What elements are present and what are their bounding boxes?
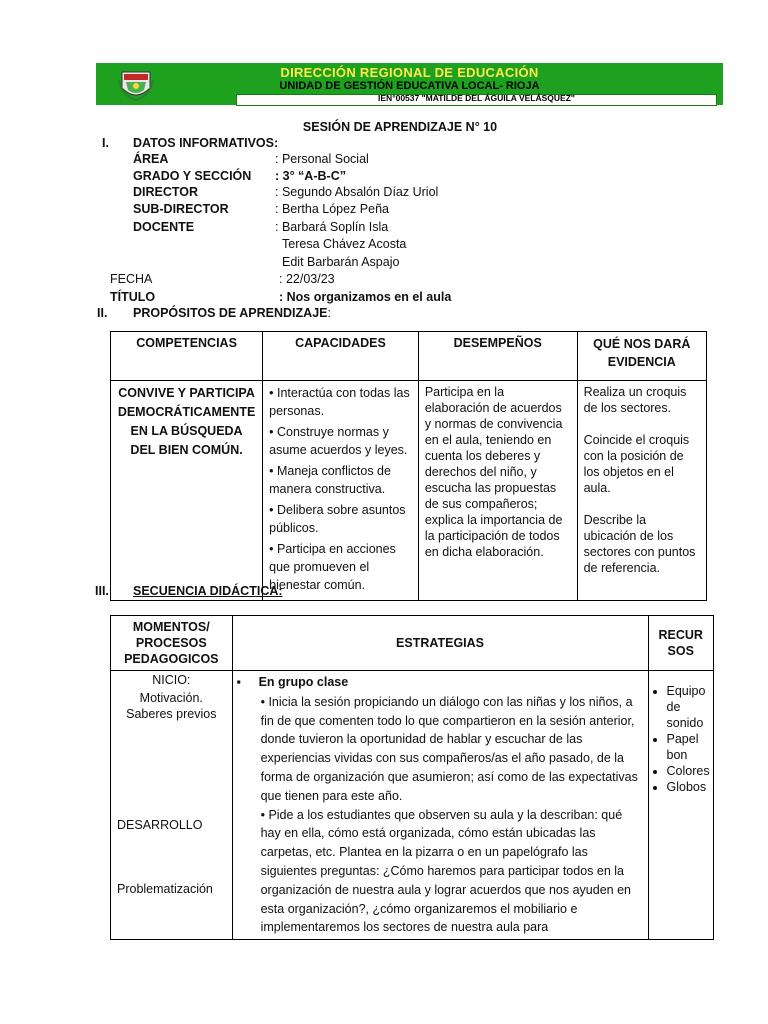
purposes-table [110, 331, 707, 601]
estrategias-cell [232, 671, 648, 940]
section-1-number: I. [102, 136, 109, 150]
page-title: SESIÓN DE APRENDIZAJE N° 10 [302, 120, 498, 134]
recurso-item: • Colores [667, 763, 712, 779]
sequence-table [110, 615, 714, 940]
evidencia-item: Coincide el croquis con la posición de los objetos en el aula. [583, 433, 690, 495]
section-2-heading: PROPÓSITOS DE APRENDIZAJE [133, 306, 328, 320]
competencia-cell: CONVIVE Y PARTICIPA DEMOCRÁTICAMENTE EN LA BÚSQUEDA DEL BIEN COMÚN. [111, 381, 263, 601]
momento-desarrollo: DESARROLLO [117, 818, 203, 832]
estrategia-paragraph-2: • Pide a los estudiantes que observen su aula y la describan: qué hay en ella, cómo está organizada, cómo están ubicadas las carpetas, etc. Plantea en la pizarra o en un papelógrafo las siguientes preguntas: ¿Cómo haremos para participar todos en la organización de nuestra aula y lograr acuerdos que nos ayuden en esta organización?, ¿cómo organizaremos el mobiliario e implementaremos los sectores de nuestra aula para [260, 807, 631, 935]
header-banner [96, 63, 723, 105]
section-2-heading-wrap [133, 306, 331, 320]
section-1-heading: DATOS INFORMATIVOS: [133, 136, 279, 150]
section-2-colon: : [327, 306, 331, 320]
header-line-1: DIRECCIÓN REGIONAL DE EDUCACIÓN [280, 65, 539, 80]
section-3-number: III. [95, 584, 109, 598]
header-desempenos: DESEMPEÑOS [418, 332, 577, 381]
recursos-list [651, 683, 712, 795]
capacidades-cell [263, 381, 419, 601]
info-label-grado: GRADO Y SECCIÓN [133, 169, 252, 183]
info-label-area: ÁREA [133, 152, 169, 166]
header-line-2: UNIDAD DE GESTIÓN EDUCATIVA LOCAL- RIOJA [279, 80, 540, 92]
header-estrategias: ESTRATEGIAS [232, 616, 648, 671]
evidencia-item: Describe la ubicación de los sectores con puntos de referencia. [583, 513, 696, 575]
info-value-area: : Personal Social [275, 152, 369, 166]
capacidad-item: • Delibera sobre asuntos públicos. [269, 503, 406, 535]
header-momentos: MOMENTOS/ PROCESOS PEDAGOGICOS [111, 616, 233, 671]
capacidad-item: • Maneja conflictos de manera constructiva. [269, 464, 391, 496]
desempeno-cell: Participa en la elaboración de acuerdos y normas de convivencia en el aula, teniendo en cuenta los deberes y derechos del niño, y escucha las propuestas de sus compañeros; explica la importancia de la participación de todos en dicha elaboración. [418, 381, 577, 601]
info-value-director: : Segundo Absalón Díaz Uriol [275, 185, 439, 199]
recurso-item: • Equipo de sonido [667, 683, 712, 731]
evidencia-cell [577, 381, 706, 601]
info-value-subdirector: : Bertha López Peña [275, 202, 389, 216]
capacidad-item: • Participa en acciones que promueven el bienestar común. [269, 542, 396, 592]
info-label-fecha: FECHA [110, 272, 153, 286]
header-line-3-box [236, 94, 717, 106]
momento-inicio: NICIO: [152, 673, 191, 687]
info-value-grado: : 3° “A-B-C” [275, 169, 346, 183]
info-label-titulo: TÍTULO [110, 290, 156, 304]
info-docente-3: Edit Barbarán Aspajo [282, 255, 400, 269]
recurso-item: • Papel bon [667, 731, 712, 763]
info-value-fecha: : 22/03/23 [279, 272, 335, 286]
grupo-clase-label: En grupo clase [258, 675, 349, 689]
info-value-titulo: : Nos organizamos en el aula [279, 290, 452, 304]
header-capacidades: CAPACIDADES [263, 332, 419, 381]
evidencia-item: Realiza un croquis de los sectores. [583, 385, 687, 415]
info-label-director: DIRECTOR [133, 185, 199, 199]
info-label-docente: DOCENTE [133, 220, 195, 234]
capacidad-item: • Construye normas y asume acuerdos y leyes. [269, 425, 408, 457]
info-label-subdirector: SUB-DIRECTOR [133, 202, 229, 216]
momentos-cell [111, 671, 233, 940]
header-line-3: IEN°00537 "MATILDE DEL ÁGUILA VELÁSQUEZ" [378, 93, 575, 103]
section-2-number: II. [97, 306, 108, 320]
header-evidencia: QUÉ NOS DARÁ EVIDENCIA [577, 332, 706, 381]
momento-motivacion: Motivación. [139, 691, 203, 705]
info-docente-2: Teresa Chávez Acosta [282, 237, 407, 251]
square-bullet-icon: ▪ [236, 675, 242, 689]
section-3-heading: SECUENCIA DIDÁCTICA: [133, 584, 283, 598]
momento-saberes: Saberes previos [126, 707, 217, 721]
header-recursos: RECUR SOS [648, 616, 714, 671]
grupo-clase-line [237, 673, 640, 692]
momento-problematizacion: Problematización [117, 882, 213, 896]
recursos-cell [648, 671, 714, 940]
capacidad-item: • Interactúa con todas las personas. [269, 386, 410, 418]
capacidades-list [269, 384, 412, 594]
info-value-docente: : Barbará Soplín Isla [275, 220, 389, 234]
recurso-item: • Globos [667, 779, 712, 795]
estrategia-paragraph-1: • Inicia la sesión propiciando un diálogo con las niñas y los niños, a fin de que comenten todo lo que compartieron en la sesión anterior, donde tuvieron la oportunidad de hablar y escuchar de las experiencias vividas con sus compañeros/as el año pasado, de la forma de organización que asumieron; así como de las expectativas que tienen para este año. [260, 694, 638, 803]
header-competencias: COMPETENCIAS [111, 332, 263, 381]
